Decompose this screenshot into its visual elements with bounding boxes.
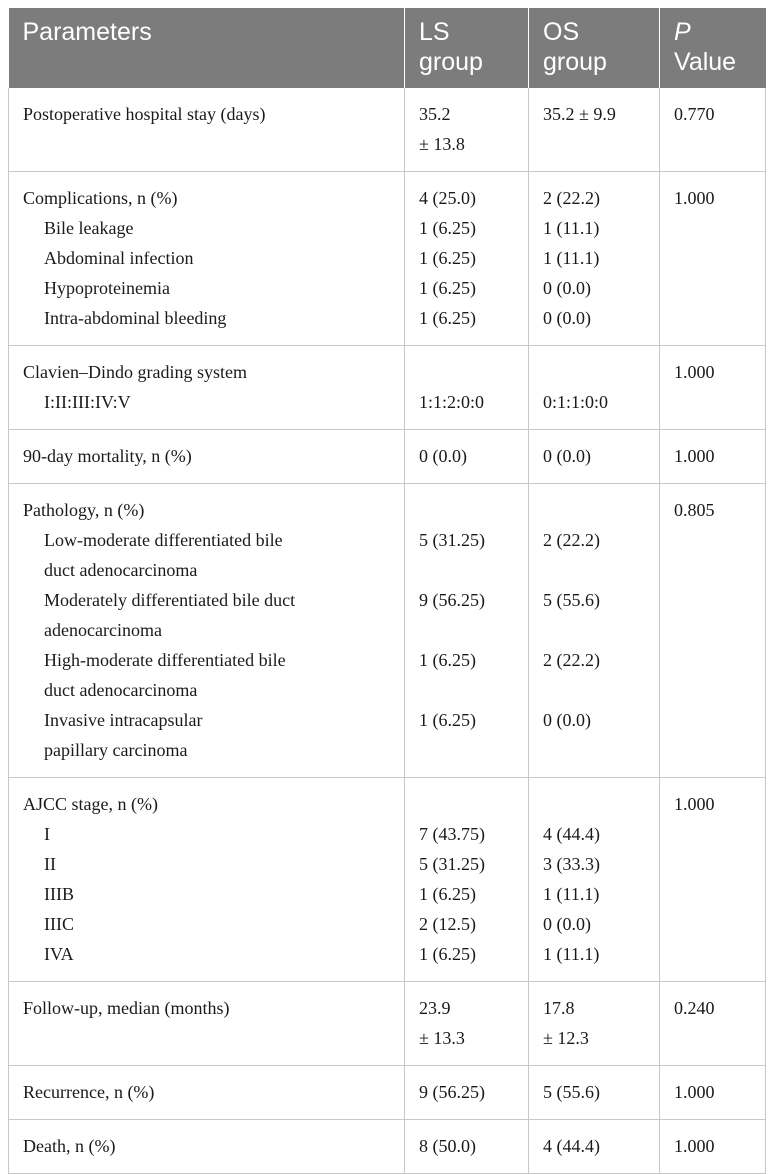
p-value: 0.805 <box>660 484 766 778</box>
p-value: 1.000 <box>660 1066 766 1120</box>
header-parameters: Parameters <box>9 8 405 88</box>
table-row <box>9 778 766 982</box>
ls-value: 9 (56.25) <box>405 1066 529 1120</box>
os-value: 0:1:1:0:0 <box>529 346 660 430</box>
table-row <box>9 1066 766 1120</box>
header-os-group: OS group <box>529 8 660 88</box>
row-label: Death, n (%) <box>9 1120 405 1174</box>
ls-value: 5 (31.25) 9 (56.25) 1 (6.25) 1 (6.25) <box>405 484 529 778</box>
row-label: Recurrence, n (%) <box>9 1066 405 1120</box>
row-label: Clavien–Dindo grading system I:II:III:IV:V <box>9 346 405 430</box>
table-row <box>9 172 766 346</box>
p-value: 0.240 <box>660 982 766 1066</box>
ls-value: 7 (43.75) 5 (31.25) 1 (6.25) 2 (12.5) 1 (6.25) <box>405 778 529 982</box>
row-label: Complications, n (%) Bile leakage Abdominal infection Hypoproteinemia Intra-abdominal bleeding <box>9 172 405 346</box>
os-value: 5 (55.6) <box>529 1066 660 1120</box>
ls-value: 1:1:2:0:0 <box>405 346 529 430</box>
header-ls-group: LS group <box>405 8 529 88</box>
p-value: 1.000 <box>660 430 766 484</box>
table-row <box>9 88 766 172</box>
table-row <box>9 430 766 484</box>
os-value: 2 (22.2) 1 (11.1) 1 (11.1) 0 (0.0) 0 (0.0) <box>529 172 660 346</box>
table-row <box>9 1120 766 1174</box>
ls-value: 35.2 ± 13.8 <box>405 88 529 172</box>
os-value: 4 (44.4) 3 (33.3) 1 (11.1) 0 (0.0) 1 (11.1) <box>529 778 660 982</box>
row-label: 90-day mortality, n (%) <box>9 430 405 484</box>
p-value: 0.770 <box>660 88 766 172</box>
p-value: 1.000 <box>660 778 766 982</box>
table-row <box>9 346 766 430</box>
os-value: 4 (44.4) <box>529 1120 660 1174</box>
row-label: Pathology, n (%) Low-moderate differentiated bile duct adenocarcinoma Moderately differentiated bile duct adenocarcinoma High-moderate differentiated bile duct adenocarcinoma Invasive intracapsular papillary carcinoma <box>9 484 405 778</box>
ls-value: 23.9 ± 13.3 <box>405 982 529 1066</box>
results-table <box>8 8 766 1174</box>
row-label: Postoperative hospital stay (days) <box>9 88 405 172</box>
table-row <box>9 484 766 778</box>
ls-value: 0 (0.0) <box>405 430 529 484</box>
os-value: 0 (0.0) <box>529 430 660 484</box>
os-value: 17.8 ± 12.3 <box>529 982 660 1066</box>
os-value: 35.2 ± 9.9 <box>529 88 660 172</box>
os-value: 2 (22.2) 5 (55.6) 2 (22.2) 0 (0.0) <box>529 484 660 778</box>
ls-value: 8 (50.0) <box>405 1120 529 1174</box>
p-value: 1.000 <box>660 346 766 430</box>
header-row <box>9 8 766 88</box>
row-label: AJCC stage, n (%) I II IIIB IIIC IVA <box>9 778 405 982</box>
table-row <box>9 982 766 1066</box>
ls-value: 4 (25.0) 1 (6.25) 1 (6.25) 1 (6.25) 1 (6.25) <box>405 172 529 346</box>
row-label: Follow-up, median (months) <box>9 982 405 1066</box>
header-p-value: P Value <box>660 8 766 88</box>
p-value: 1.000 <box>660 1120 766 1174</box>
p-value: 1.000 <box>660 172 766 346</box>
